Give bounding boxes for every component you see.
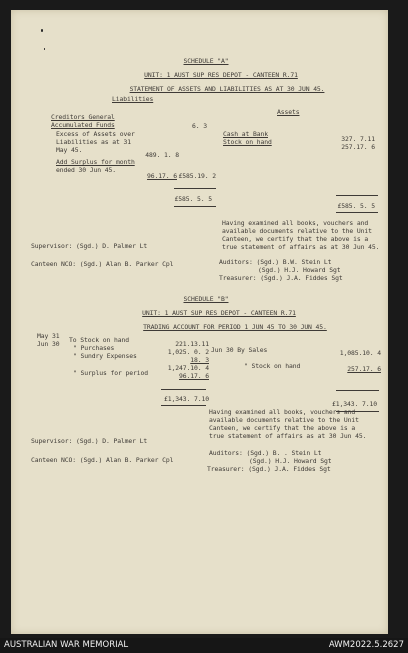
credit-total: £1,343. 7.10 bbox=[332, 400, 377, 408]
treasurer-a: Treasurer: (Sgd.) J.A. Fiddes Sgt bbox=[219, 274, 343, 282]
certify-b-line-4: true statement of affairs as at 30 Jun 45. bbox=[209, 432, 367, 440]
excess-line-1: Excess of Assets over bbox=[56, 130, 135, 138]
stock-on-hand-label: Stock on hand bbox=[223, 138, 272, 146]
date-jun-30: Jun 30 bbox=[37, 340, 60, 348]
certify-a-line-2: available documents relative to the Unit bbox=[222, 227, 372, 235]
assets-rule-bottom bbox=[336, 212, 378, 213]
document-page bbox=[11, 10, 388, 634]
liabilities-heading: Liabilities bbox=[112, 95, 154, 103]
treasurer-b: Treasurer: (Sgd.) J.A. Fiddes Sgt bbox=[207, 465, 331, 473]
excess-line-2: Liabilities as at 31 bbox=[56, 138, 131, 146]
add-surplus-amount: 96.17. 6 bbox=[147, 172, 177, 180]
canteen-nco-b: Canteen NCO: (Sgd.) Alan B. Parker Cpl bbox=[31, 456, 174, 464]
punch-hole bbox=[44, 48, 45, 50]
sales-label: Jun 30 By Sales bbox=[211, 346, 268, 354]
supervisor-a: Supervisor: (Sgd.) D. Palmer Lt bbox=[31, 242, 148, 250]
certify-a-line-4: true statement of affairs as at 30 Jun 45. bbox=[222, 243, 380, 251]
schedule-b-statement: TRADING ACCOUNT FOR PERIOD 1 JUN 45 TO 30 JUN 45. bbox=[143, 323, 327, 331]
certify-b-line-3: Canteen, we certify that the above is a bbox=[209, 424, 356, 432]
assets-heading: Assets bbox=[277, 108, 300, 116]
cash-at-bank-label: Cash at Bank bbox=[223, 130, 268, 138]
accumulated-funds-label: Accumulated Funds bbox=[51, 121, 115, 129]
auditors-a-line-1: Auditors: (Sgd.) B.W. Stein Lt bbox=[219, 258, 332, 266]
excess-line-3: May 45. bbox=[56, 146, 83, 154]
sundry-label: " Sundry Expenses bbox=[73, 352, 137, 360]
assets-total: £585. 5. 5 bbox=[337, 202, 375, 210]
sundry-amount: 18. 3 bbox=[190, 356, 209, 364]
schedule-b-unit: UNIT: 1 AUST SUP RES DEPOT - CANTEEN R.71 bbox=[142, 309, 296, 317]
stock-on-hand-b-amount: 257.17. 6 bbox=[347, 365, 381, 373]
auditors-b-line-2: (Sgd.) H.J. Howard Sgt bbox=[249, 457, 332, 465]
supervisor-b: Supervisor: (Sgd.) D. Palmer Lt bbox=[31, 437, 148, 445]
accumulated-total: £585.19. 2 bbox=[178, 172, 216, 180]
canteen-nco-a: Canteen NCO: (Sgd.) Alan B. Parker Cpl bbox=[31, 260, 174, 268]
creditors-amount: 6. 3 bbox=[192, 122, 207, 130]
surplus-amount: 96.17. 6 bbox=[179, 372, 209, 380]
schedule-a-statement: STATEMENT OF ASSETS AND LIABILITIES AS AT 30 JUN 45. bbox=[129, 85, 325, 93]
schedule-b-heading: SCHEDULE "B" bbox=[183, 295, 229, 303]
debit-total: £1,343. 7.10 bbox=[164, 395, 209, 403]
auditors-b-line-1: Auditors: (Sgd.) B. . Stein Lt bbox=[209, 449, 322, 457]
debit-rule-top bbox=[161, 389, 206, 390]
auditors-a-line-2: (Sgd.) H.J. Howard Sgt bbox=[258, 266, 341, 274]
certify-b-line-2: available documents relative to the Unit bbox=[209, 416, 359, 424]
footer-bar bbox=[0, 638, 408, 653]
purchases-label: " Purchases bbox=[73, 344, 115, 352]
certify-a-line-3: Canteen, we certify that the above is a bbox=[222, 235, 369, 243]
sales-amount: 1,085.10. 4 bbox=[339, 349, 381, 357]
date-may-31: May 31 bbox=[37, 332, 60, 340]
punch-hole bbox=[41, 29, 43, 32]
add-surplus-line-2: ended 30 Jun 45. bbox=[56, 166, 116, 174]
cash-at-bank-amount: 327. 7.11 bbox=[341, 135, 375, 143]
schedule-a-unit: UNIT: 1 AUST SUP RES DEPOT - CANTEEN R.71 bbox=[144, 71, 298, 79]
liabilities-rule-bottom bbox=[174, 206, 216, 207]
add-surplus-line-1: Add Surplus for month bbox=[56, 158, 135, 166]
credit-rule-top bbox=[336, 390, 379, 391]
to-stock-amount: 221.13.11 bbox=[175, 340, 209, 348]
footer-accession-number: AWM2022.5.2627 bbox=[328, 640, 404, 650]
assets-rule-top bbox=[336, 195, 378, 196]
excess-amount: 489. 1. 8 bbox=[145, 151, 179, 159]
certify-b-line-1: Having examined all books, vouchers and bbox=[209, 408, 356, 416]
footer-institution: AUSTRALIAN WAR MEMORIAL bbox=[4, 640, 129, 650]
schedule-a-heading: SCHEDULE "A" bbox=[183, 57, 229, 65]
surplus-label: " Surplus for period bbox=[73, 369, 148, 377]
purchases-amount: 1,025. 0. 2 bbox=[167, 348, 209, 356]
stock-on-hand-b-label: " Stock on hand bbox=[244, 362, 301, 370]
to-stock-label: To Stock on hand bbox=[69, 336, 129, 344]
subtotal-amount: 1,247.10. 4 bbox=[167, 364, 209, 372]
liabilities-total: £585. 5. 5 bbox=[174, 195, 212, 203]
liabilities-rule-top bbox=[174, 188, 216, 189]
debit-rule-bottom bbox=[161, 405, 206, 406]
stock-on-hand-amount: 257.17. 6 bbox=[341, 143, 375, 151]
creditors-label: Creditors General bbox=[51, 113, 115, 121]
certify-a-line-1: Having examined all books, vouchers and bbox=[222, 219, 369, 227]
